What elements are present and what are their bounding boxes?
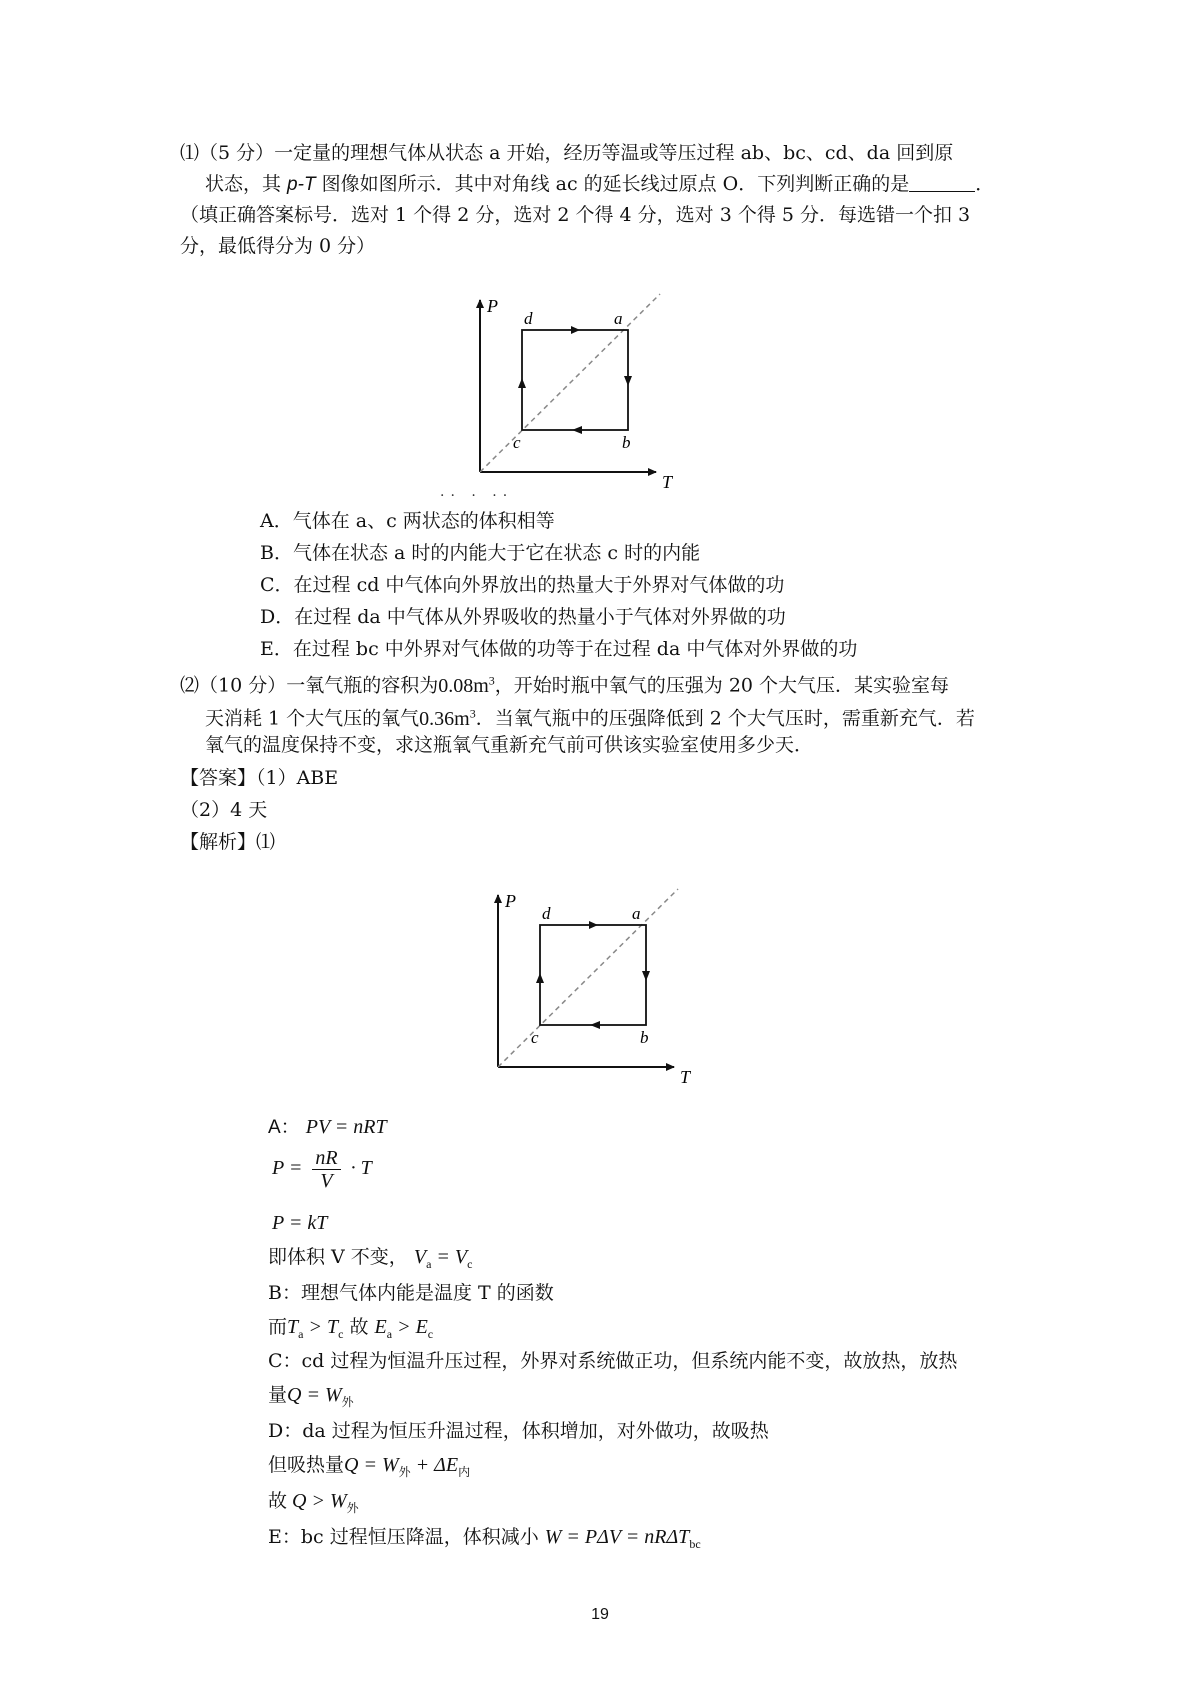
label-a-2: a (632, 904, 641, 923)
option-e: E．在过程 bc 中外界对气体做的功等于在过程 da 中气体对外界做的功 (260, 638, 858, 660)
label-c-2: c (531, 1028, 539, 1047)
q2-line2-a: 天消耗 1 个大气压的氧气 (205, 707, 420, 730)
sub-wai: 外 (341, 1395, 354, 1409)
q1-line3: （填正确答案标号．选对 1 个得 2 分，选对 2 个得 4 分，选对 3 个得 5 分．每选错一个扣 3 (180, 204, 971, 226)
stray-dots: ·· · ·· (440, 488, 514, 504)
sol-c-line1: C：cd 过程为恒温升压过程，外界对系统做正功，但系统内能不变，故放热，放热 (268, 1350, 958, 1372)
sol-a-fraction-num: nR (312, 1147, 340, 1170)
sol-a-eq2 (272, 1146, 372, 1192)
q2-volume-exp: 3 (488, 673, 495, 687)
q2-volume (438, 675, 495, 697)
sol-a-fraction (312, 1147, 340, 1192)
label-a: a (614, 309, 623, 328)
q2-line1 (180, 667, 949, 699)
sub-a-2: a (298, 1327, 304, 1341)
sol-c-line2 (268, 1382, 354, 1415)
q1-line1: ⑴（5 分）一定量的理想气体从状态 a 开始，经历等温或等压过程 ab、bc、cd、da 回到原 (180, 142, 954, 164)
option-d: D．在过程 da 中气体从外界吸收的热量小于气体对外界做的功 (260, 606, 786, 628)
sol-d-text-3: 故 (268, 1490, 288, 1512)
arrow-a-to-b (624, 376, 632, 386)
label-b-2: b (640, 1028, 649, 1047)
q2-line1-b: ，开始时瓶中氧气的压强为 20 个大气压．某实验室每 (494, 674, 950, 697)
arrow-d-to-a (571, 326, 580, 334)
q2-daily-value: 0.36m (419, 707, 470, 730)
q1-line4: 分，最低得分为 0 分） (180, 235, 376, 257)
sol-a-volume-eq: $V_a = V_c$ (413, 1246, 473, 1271)
sol-a-eq2-lhs: P = (272, 1157, 303, 1179)
sol-a-text: 即体积 V 不变， (268, 1246, 408, 1268)
option-a: A．气体在 a、c 两状态的体积相等 (260, 510, 555, 532)
option-b: B．气体在状态 a 时的内能大于它在状态 c 时的内能 (260, 542, 701, 564)
label-b: b (622, 433, 631, 452)
sub-c-2: c (338, 1327, 344, 1341)
diagonal-dashed-line (480, 294, 660, 472)
q2-daily-exp: 3 (469, 706, 476, 720)
arrow-b-to-c-2 (590, 1021, 600, 1029)
sol-b-energy-ineq: $E_a > E_c$ (374, 1316, 434, 1341)
analysis-heading: 【解析】⑴ (180, 831, 276, 853)
sol-a-eq2-rhs: · T (350, 1157, 372, 1179)
sol-e-line1 (268, 1524, 701, 1557)
answer-blank (909, 173, 975, 192)
diagonal-dashed-line-2 (498, 889, 678, 1067)
q1-pt: p-T (287, 174, 316, 195)
sub-c: c (467, 1257, 473, 1271)
pt-diagram-solution (488, 885, 728, 1085)
sol-d-text: 但吸热量 (268, 1454, 345, 1476)
answer-line2: （2）4 天 (180, 799, 268, 821)
sol-a-eq3 (272, 1210, 327, 1236)
sol-c-text: 量 (268, 1384, 288, 1406)
q2-line2 (205, 700, 975, 732)
sub-c-3: c (427, 1327, 434, 1341)
q1-line2-a: 状态，其 (205, 173, 288, 195)
q2-line3: 氧气的温度保持不变，求这瓶氧气重新充气前可供该实验室使用多少天． (205, 734, 814, 756)
q2-line1-a: ⑵（10 分）一氧气瓶的容积为 (180, 674, 439, 697)
t-axis-label-2: T (680, 1067, 691, 1085)
page-number: 19 (591, 1606, 609, 1623)
label-c: c (513, 433, 521, 452)
sol-a-equation-3: P = kT (272, 1212, 328, 1234)
sol-b-temp-ineq: $T_a > T_c$ (287, 1316, 344, 1341)
sol-d-line2 (268, 1452, 470, 1485)
q1-line2-end: ． (975, 173, 995, 195)
sol-c-eq: $Q = W_外$ (287, 1384, 354, 1409)
sub-a: a (426, 1257, 432, 1271)
sol-a-fraction-den: V (320, 1169, 333, 1192)
arrow-c-to-d-2 (536, 973, 544, 983)
sol-a-conclusion (268, 1244, 472, 1277)
q2-daily-use (419, 708, 476, 730)
pt-diagram (470, 290, 710, 490)
q2-volume-value: 0.08m (438, 674, 489, 697)
sub-wai-3: 外 (346, 1501, 359, 1515)
sub-a-3: a (386, 1327, 393, 1341)
sol-a-prefix: A： (268, 1117, 300, 1138)
sub-wai-2: 外 (398, 1465, 411, 1479)
sol-a-eq1 (268, 1114, 387, 1141)
sol-b-line1: B：理想气体内能是温度 T 的函数 (268, 1282, 554, 1304)
q2-line2-b: ．当氧气瓶中的压强降低到 2 个大气压时，需重新充气．若 (475, 707, 975, 730)
sol-d-ineq: $Q > W_外$ (287, 1490, 359, 1515)
p-axis-label-2: P (505, 891, 516, 911)
q1-line2-b: 图像如图所示．其中对角线 ac 的延长线过原点 O．下列判断正确的是 (315, 173, 910, 195)
arrow-d-to-a-2 (589, 921, 598, 929)
sol-d-line3 (268, 1488, 359, 1521)
sol-e-text: E：bc 过程恒压降温，体积减小 (268, 1526, 539, 1548)
label-d-2: d (542, 904, 551, 923)
arrow-b-to-c (572, 426, 582, 434)
sol-b-text-b: 故 (349, 1316, 369, 1338)
q1-line2 (205, 171, 994, 198)
arrow-c-to-d (518, 378, 526, 388)
sub-nei: 内 (458, 1465, 471, 1479)
option-c: C．在过程 cd 中气体向外界放出的热量大于外界对气体做的功 (260, 574, 785, 596)
sol-e-eq: W = PΔV = nRΔT$_{bc}$ (544, 1526, 701, 1551)
sub-bc: bc (689, 1537, 701, 1551)
answer-line1: 【答案】（1）ABE (180, 767, 339, 789)
sol-b-text-a: 而 (268, 1316, 288, 1338)
sol-d-eq: $Q = W_外 + \Delta E_内$ (344, 1454, 471, 1479)
p-axis-label: P (487, 296, 498, 316)
t-axis-label: T (662, 472, 673, 490)
sol-d-line1: D：da 过程为恒压升温过程，体积增加，对外做功，故吸热 (268, 1420, 769, 1442)
arrow-a-to-b-2 (642, 971, 650, 981)
sol-a-equation-1: PV = nRT (305, 1116, 387, 1138)
sol-b-line2 (268, 1314, 433, 1347)
label-d: d (524, 309, 533, 328)
